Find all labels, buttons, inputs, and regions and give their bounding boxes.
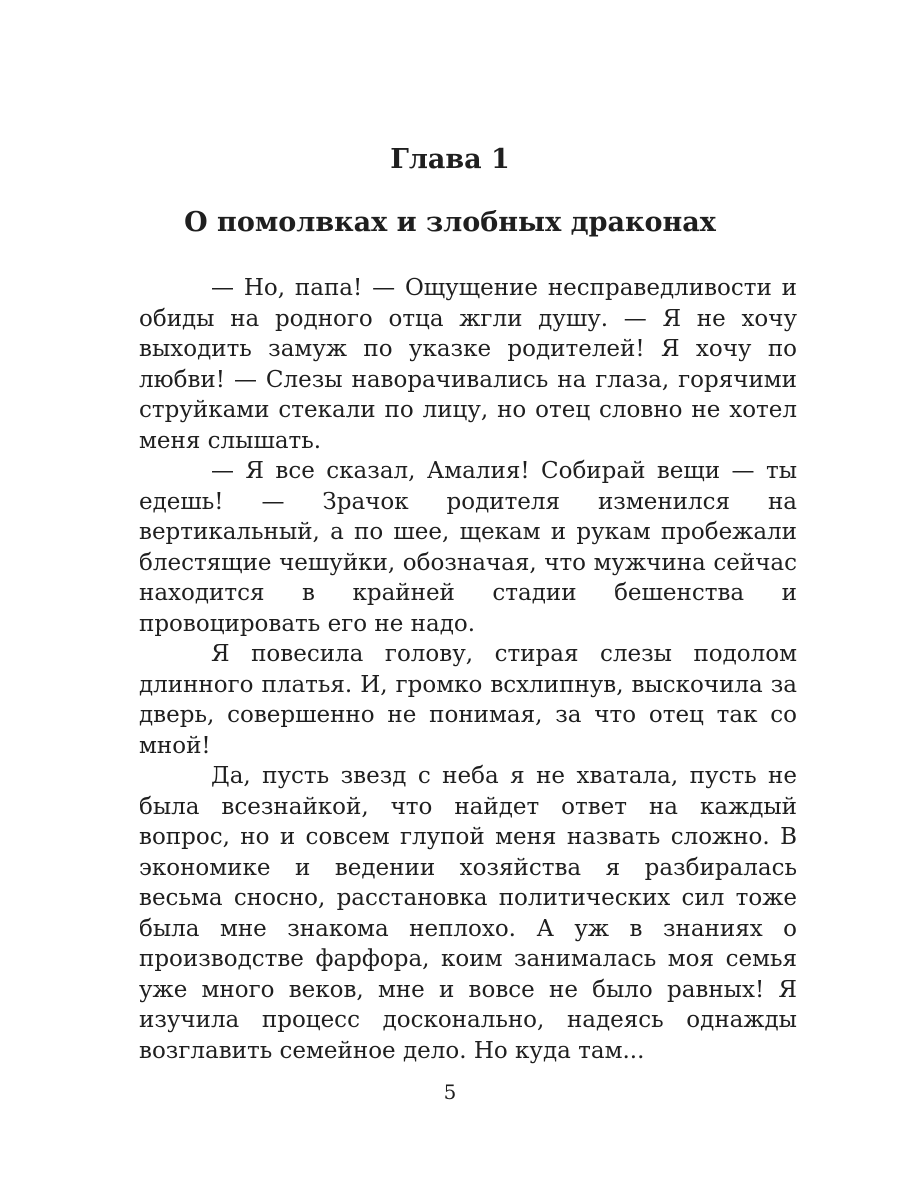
paragraph: Я повесила голову, стирая слезы подолом длинного платья. И, громко всхлипнув, выскочила за дверь, совершенно не понимая, за что отец так со мной!: [139, 641, 797, 759]
page-number: 5: [443, 1080, 457, 1104]
chapter-title: О помолвках и злобных драконах: [184, 207, 716, 238]
paragraph: — Я все сказал, Амалия! Собирай вещи — ты едешь! — Зрачок родителя изменился на вертикальный, а по шее, щекам и рукам пробежали блестящие чешуйки, обозначая, что мужчина сейчас находится в крайней стадии бешенства и провоцировать его не надо.: [139, 458, 797, 637]
chapter-number: Глава 1: [390, 144, 510, 175]
paragraph: Да, пусть звезд с неба я не хватала, пусть не была всезнайкой, что найдет ответ на каждый вопрос, но и совсем глупой меня назвать сложно. В экономике и ведении хозяйства я разбиралась весьма сносно, расстановка политических сил тоже была мне знакома неплохо. А уж в знаниях о производстве фарфора, коим занималась моя семья уже много веков, мне и вовсе не было равных! Я изучила процесс досконально, надеясь однажды возглавить семейное дело. Но куда там...: [139, 763, 797, 1064]
chapter-body: [139, 273, 797, 1066]
paragraph: — Но, папа! — Ощущение несправедливости и обиды на родного отца жгли душу. — Я не хочу выходить замуж по указке родителей! Я хочу по любви! — Слезы наворачивались на глаза, горячими струйками стекали по лицу, но отец словно не хотел меня слышать.: [139, 275, 797, 454]
